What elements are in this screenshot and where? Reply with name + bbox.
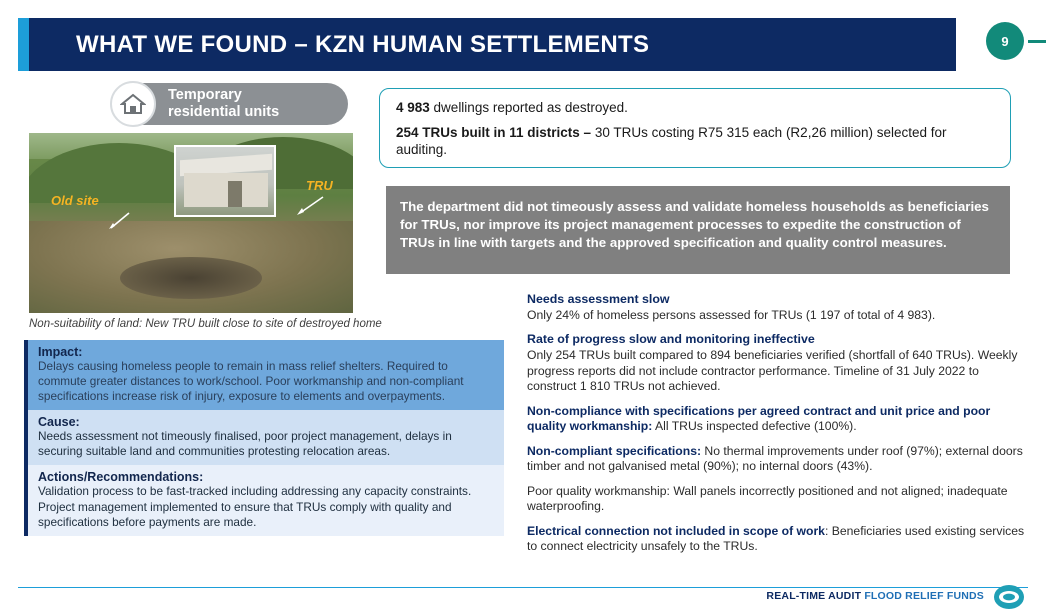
photo-label-old-site: Old site — [51, 193, 99, 208]
temporary-residential-units-pill — [112, 83, 348, 125]
page-title: WHAT WE FOUND – KZN HUMAN SETTLEMENTS — [76, 30, 650, 58]
finding-heading-1: Rate of progress slow and monitoring ineffective — [527, 332, 815, 347]
footer-divider — [18, 587, 1028, 589]
house-icon — [110, 81, 156, 127]
statistics-callout — [379, 88, 1011, 168]
finding-item-4 — [527, 484, 1027, 515]
pill-label — [168, 87, 279, 120]
callout-line-1-value: 4 983 — [396, 100, 430, 115]
actions-body-line1: Validation process to be fast-tracked including addressing any capacity constraints. — [38, 484, 472, 499]
tru-wall — [184, 173, 268, 207]
finding-lead-3: Non-compliant specifications: — [527, 443, 702, 458]
actions-body — [38, 484, 496, 529]
footer-text-primary: REAL-TIME AUDIT — [766, 590, 862, 602]
callout-line-2 — [396, 124, 994, 159]
finding-item-5 — [527, 524, 1027, 555]
finding-body-2: All TRUs inspected defective (100%). — [652, 419, 857, 434]
agsa-logo-icon — [994, 585, 1024, 609]
finding-heading-0: Needs assessment slow — [527, 292, 670, 306]
impact-body: Delays causing homeless people to remain in mass relief shelters. Required to commute greater distances to work/school. Poor workmanship and non-compliant specifications increase risk of injury, exposure to elements and overpayments. — [38, 359, 464, 404]
finding-lead-2: Non-compliance with specifications per agreed contract and unit price and poor quality workmanship: — [527, 403, 991, 434]
cause-body: Needs assessment not timeously finalised, poor project management, delays in securing suitable land and communities protesting relocation areas. — [38, 429, 452, 459]
table-row-actions — [24, 465, 504, 535]
slide-header-bar — [18, 18, 956, 71]
callout-line-2-value: 254 TRUs built in 11 districts – — [396, 124, 595, 140]
table-row-cause — [24, 410, 504, 465]
findings-list — [527, 292, 1027, 564]
actions-body-line2: Project management implemented to ensure that TRUs comply with quality and specifications before payments are made. — [38, 499, 452, 529]
slide-number-badge: 9 — [986, 22, 1024, 60]
site-photo — [29, 133, 353, 313]
finding-body-0: Only 24% of homeless persons assessed for TRUs (1 197 of total of 4 983). — [527, 308, 936, 322]
photo-arrow-old-site-icon — [108, 212, 130, 230]
footer-text-secondary: FLOOD RELIEF FUNDS — [861, 590, 984, 602]
callout-line-2-text: 30 TRUs costing R75 315 each (R2,26 million) selected for auditing. — [396, 124, 947, 158]
finding-item-3 — [527, 444, 1027, 475]
finding-body-1: Only 254 TRUs built compared to 894 beneficiaries verified (shortfall of 640 TRUs). Weekly progress reports did not include contractor performance. Timeline of 31 July 2022 to construct 1 810 TRUs not achieved. — [527, 348, 1018, 394]
finding-body-3: No thermal improvements under roof (97%); external doors timber and not galvanised metal (90%); no internal doors (43%). — [527, 443, 1023, 474]
photo-rubble — [120, 257, 263, 299]
finding-body-4: Poor quality workmanship: Wall panels incorrectly positioned and not aligned; inadequate waterproofing. — [527, 483, 1008, 514]
pill-label-line2: residential units — [168, 104, 280, 120]
impact-title: Impact: — [38, 345, 83, 359]
tru-door — [228, 181, 242, 207]
photo-label-tru: TRU — [306, 178, 333, 193]
impact-cause-actions-table — [24, 340, 504, 536]
callout-line-1 — [396, 99, 994, 117]
cause-title: Cause: — [38, 415, 80, 430]
photo-tru-highlight-box — [174, 145, 276, 217]
finding-body-5: : Beneficiaries used existing services to connect electricity unsafely to the TRUs. — [527, 523, 1025, 554]
table-row-impact — [24, 340, 504, 410]
summary-finding-box: The department did not timeously assess and validate homeless households as beneficiaries for TRUs, nor improve its project management processes to expedite the construction of TRUs in line with targets and the approved specification and quality control measures. — [386, 186, 1010, 274]
header-tail-line — [1028, 40, 1046, 43]
callout-line-1-text: dwellings reported as destroyed. — [429, 100, 628, 115]
photo-arrow-tru-icon — [294, 196, 324, 216]
actions-title: Actions/Recommendations: — [38, 470, 204, 485]
footer-text — [766, 590, 984, 602]
photo-caption: Non-suitability of land: New TRU built close to site of destroyed home — [29, 318, 382, 330]
header-accent-stripe — [18, 18, 29, 71]
pill-label-line1: Temporary — [168, 87, 242, 104]
finding-lead-5: Electrical connection not included in scope of work — [527, 523, 825, 538]
finding-item-2 — [527, 404, 1027, 435]
